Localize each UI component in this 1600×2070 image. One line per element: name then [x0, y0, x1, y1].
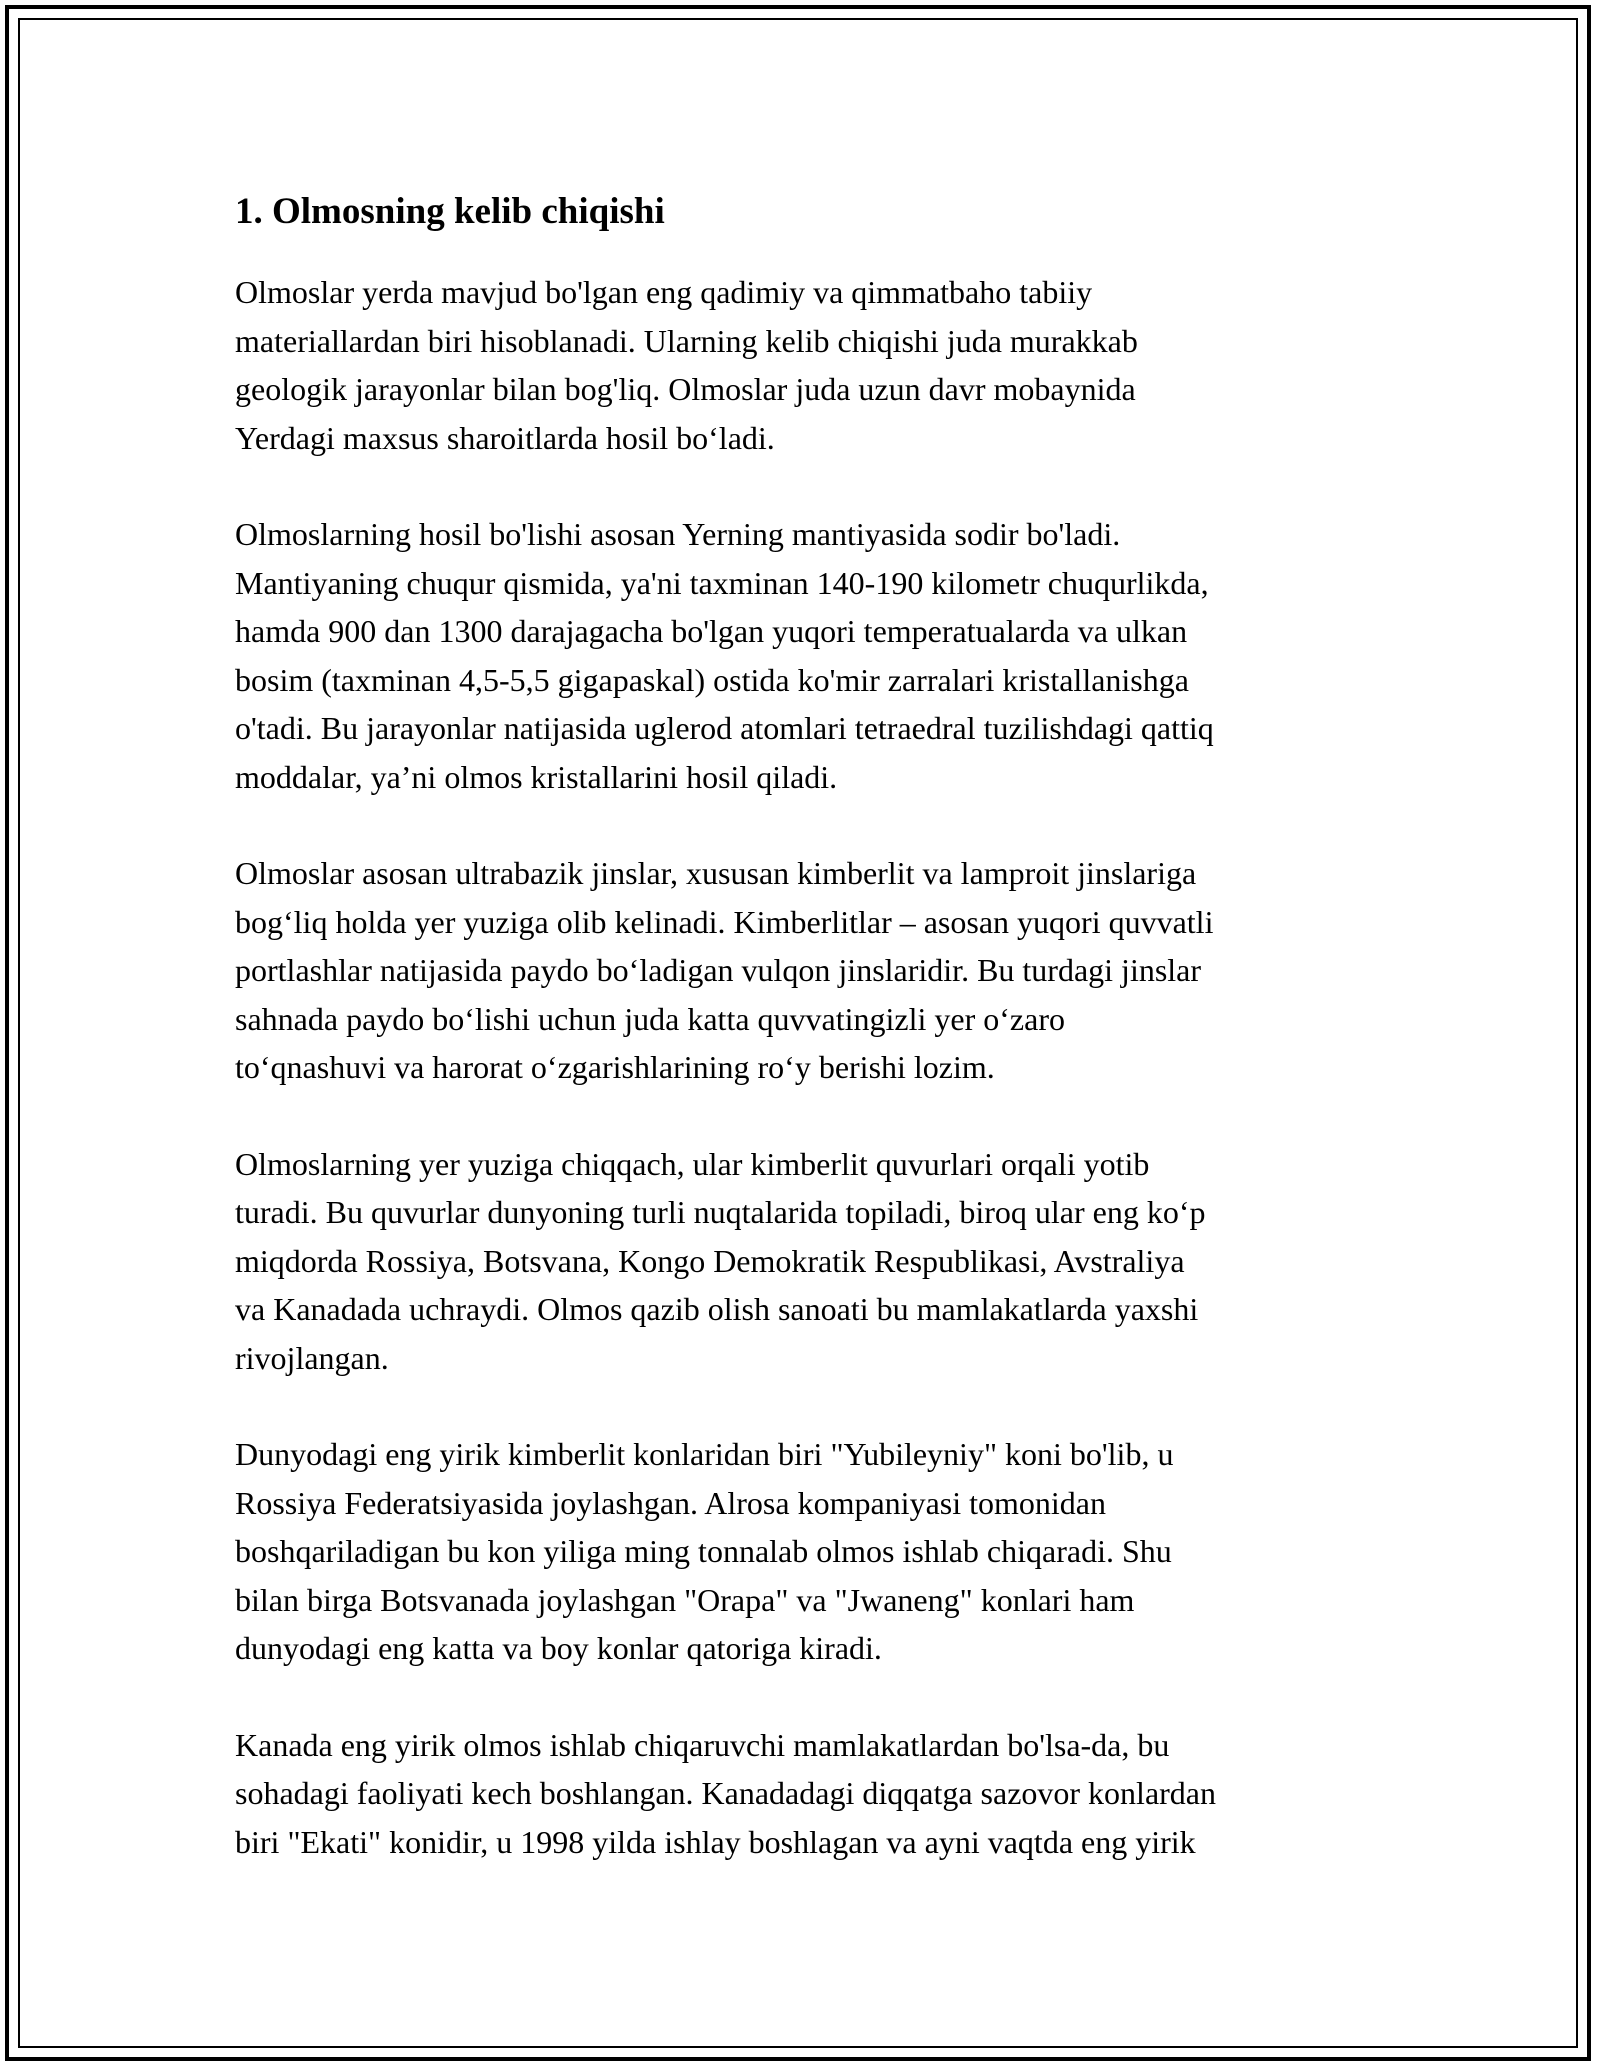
text-line: materiallardan biri hisoblanadi. Ularning kelib chiqishi juda murakkab [235, 322, 1138, 359]
text-line: Dunyodagi eng yirik kimberlit konlaridan biri "Yubileyniy" koni bo'lib, u [235, 1436, 1174, 1472]
text-line: Olmoslar yerda mavjud bo'lgan eng qadimiy va qimmatbaho tabiiy [235, 274, 1093, 310]
text-line: biri "Ekati" konidir, u 1998 yilda ishlay boshlagan va ayni vaqtda eng yirik [235, 1823, 1196, 1860]
text-line: turadi. Bu quvurlar dunyoning turli nuqtalarida topiladi, biroq ular eng ko‘p [235, 1194, 1206, 1230]
text-line: portlashlar natijasida paydo bo‘ladigan vulqon jinslaridir. Bu turdagi jinslar [235, 952, 1202, 988]
text-line: boshqariladigan bu kon yiliga ming tonnalab olmos ishlab chiqaradi. Shu [235, 1533, 1172, 1569]
text-line: Olmoslarning yer yuziga chiqqach, ular kimberlit quvurlari orqali yotib [235, 1145, 1150, 1182]
text-line: o'tadi. Bu jarayonlar natijasida uglerod atomlari tetraedral tuzilishdagi qattiq [235, 710, 1214, 746]
text-line: bog‘liq holda yer yuziga olib kelinadi. Kimberlitlar – asosan yuqori quvvatli [235, 903, 1214, 940]
text-line: geologik jarayonlar bilan bog'liq. Olmoslar juda uzun davr mobaynida [235, 371, 1136, 407]
text-line: to‘qnashuvi va harorat o‘zgarishlarining ro‘y berishi lozim. [235, 1049, 995, 1085]
paragraph-1 [235, 268, 1375, 462]
text-line: Yerdagi maxsus sharoitlarda hosil bo‘ladi. [235, 419, 775, 456]
section-heading: 1. Olmosning kelib chiqishi [235, 191, 665, 232]
paragraph-6 [235, 1721, 1375, 1867]
text-line: Rossiya Federatsiyasida joylashgan. Alrosa kompaniyasi tomonidan [235, 1484, 1106, 1521]
text-line: sohadagi faoliyati kech boshlangan. Kanadadagi diqqatga sazovor konlardan [235, 1775, 1216, 1811]
text-line: dunyodagi eng katta va boy konlar qatoriga kiradi. [235, 1630, 882, 1666]
text-line: Olmoslar asosan ultrabazik jinslar, xususan kimberlit va lamproit jinslariga [235, 855, 1197, 891]
paragraph-5 [235, 1430, 1375, 1673]
paragraph-2 [235, 510, 1375, 801]
text-line: bilan birga Botsvanada joylashgan "Orapa" va "Jwaneng" konlari ham [235, 1581, 1135, 1618]
text-line: sahnada paydo bo‘lishi uchun juda katta quvvatingizli yer o‘zaro [235, 1000, 1065, 1037]
text-line: hamda 900 dan 1300 darajagacha bo'lgan yuqori temperatualarda va ulkan [235, 613, 1188, 649]
document-body [235, 188, 1375, 1914]
text-line: bosim (taxminan 4,5-5,5 gigapaskal) ostida ko'mir zarralari kristallanishga [235, 661, 1189, 698]
text-line: Mantiyaning chuqur qismida, ya'ni taxminan 140-190 kilometr chuqurlikda, [235, 564, 1209, 601]
text-line: rivojlangan. [235, 1339, 389, 1376]
text-line: Olmoslarning hosil bo'lishi asosan Yerning mantiyasida sodir bo'ladi. [235, 516, 1121, 552]
text-line: Kanada eng yirik olmos ishlab chiqaruvchi mamlakatlardan bo'lsa-da, bu [235, 1726, 1170, 1763]
text-line: moddalar, ya’ni olmos kristallarini hosil qiladi. [235, 758, 838, 795]
text-line: miqdorda Rossiya, Botsvana, Kongo Demokratik Respublikasi, Avstraliya [235, 1242, 1185, 1279]
paragraph-4 [235, 1140, 1375, 1383]
paragraph-3 [235, 849, 1375, 1092]
text-line: va Kanadada uchraydi. Olmos qazib olish sanoati bu mamlakatlarda yaxshi [235, 1291, 1199, 1327]
